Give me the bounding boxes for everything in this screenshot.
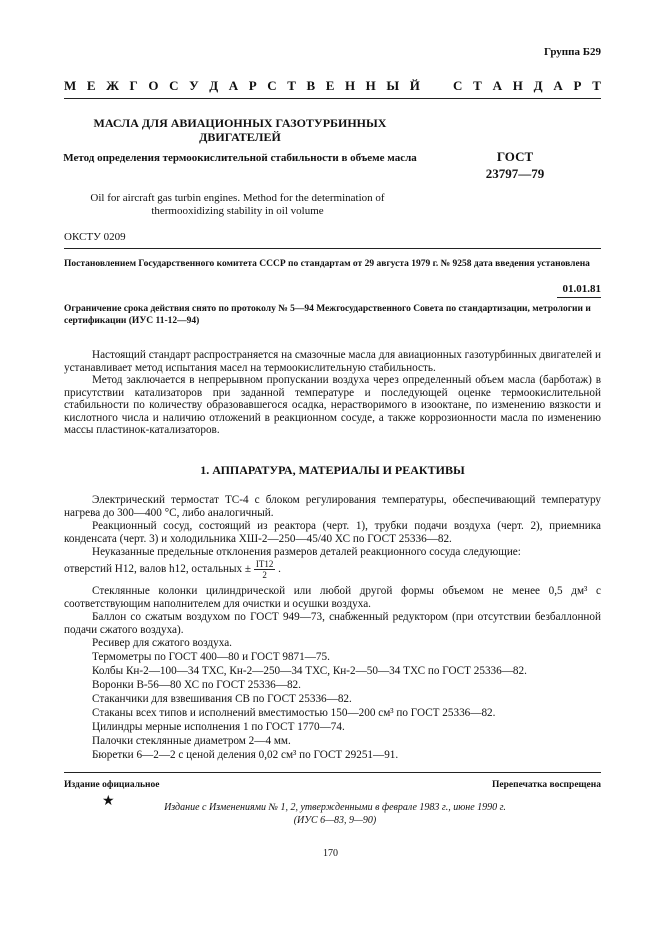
item-beakers: Стаканы всех типов и исполнений вместимостью 150—200 см³ по ГОСТ 25336—82. [92, 707, 496, 719]
item-weighing: Стаканчики для взвешивания СВ по ГОСТ 25336—82. [92, 693, 352, 705]
header-letter: Р [248, 78, 257, 93]
gost-label: ГОСТ [496, 149, 534, 164]
header-rule [64, 98, 601, 99]
header-letter: Ы [386, 78, 400, 93]
method-subtitle: Метод определения термоокислительной стабильности в объеме масла [63, 152, 417, 164]
item-receiver: Ресивер для сжатого воздуха. [92, 637, 232, 649]
item-rods: Палочки стеклянные диаметром 2—4 мм. [92, 735, 291, 747]
header-letter: Й [409, 78, 420, 93]
standard-header [64, 78, 601, 94]
edition-text: Издание с Изменениями № 1, 2, утвержденными в феврале 1983 г., июне 1990 г. [164, 802, 506, 813]
header-letter: Н [365, 78, 376, 93]
header-letter: Г [129, 78, 138, 93]
header-letter: У [189, 78, 199, 93]
header-letter: Е [325, 78, 335, 93]
item-cylinders: Цилиндры мерные исполнения 1 по ГОСТ 1770—74. [92, 721, 345, 733]
reprint-notice: Перепечатка воспрещена [491, 780, 601, 790]
introduction-date: 01.01.81 [562, 283, 601, 295]
item-funnels: Воронки В-56—80 ХС по ГОСТ 25336—82. [92, 679, 301, 691]
item-thermostat: Электрический термостат ТС-4 с блоком регулирования температуры, обеспечивающий температуру нагрева до 300—400 °С, либо аналогичный. [64, 494, 601, 519]
item-thermometers: Термометры по ГОСТ 400—80 и ГОСТ 9871—75. [92, 651, 330, 663]
header-letter: Т [592, 78, 601, 93]
footer-rule [64, 772, 601, 773]
okstu-rule [64, 248, 601, 249]
header-letter: Т [473, 78, 482, 93]
header-letter: С [169, 78, 179, 93]
item-flasks: Колбы Кн-2—100—34 ТХС, Кн-2—250—34 ТХС, Кн-2—50—34 ТХС по ГОСТ 25336—82. [92, 665, 527, 677]
star-icon: ★ [102, 794, 115, 809]
tolerance-text: отверстий Н12, валов h12, остальных ± [64, 563, 252, 576]
tolerance-end: . [278, 563, 281, 576]
header-letter: В [306, 78, 316, 93]
header-letter: Д [209, 78, 219, 93]
header-letter: А [228, 78, 239, 93]
header-word-1 [64, 78, 420, 94]
header-letter: Т [287, 78, 296, 93]
gost-number: 23797—79 [485, 166, 545, 181]
header-letter: Ж [106, 78, 119, 93]
official-edition: Издание официальное [64, 780, 160, 790]
item-columns: Стеклянные колонки цилиндрической или любой другой формы объемом не менее 0,5 дм³ с соответствующим наполнителем для очистки и осушки воздуха. [64, 585, 601, 610]
item-balloon: Баллон со сжатым воздухом по ГОСТ 949—73, снабженный редуктором (при отсутствии безбаллонной подачи сжатого воздуха). [64, 611, 601, 636]
header-letter: Н [344, 78, 356, 93]
intro-paragraph-1: Настоящий стандарт распространяется на смазочные масла для авиационных газотурбинных двигателей и устанавливает метод испытания масел на термоокислительную стабильность. [64, 349, 601, 374]
item-burettes: Бюретки 6—2—2 с ценой деления 0,02 см³ по ГОСТ 29251—91. [92, 749, 399, 761]
gost-designation [470, 148, 560, 182]
header-word-2 [453, 78, 601, 94]
limit-text: Ограничение срока действия снято по протоколу № 5—94 Межгосударственного Совета по стандартизации, метрологии и сертификации (ИУС 11-12—94) [64, 304, 591, 326]
tolerance-fraction [254, 559, 276, 580]
group-code: Группа Б29 [544, 46, 601, 58]
header-letter: Е [86, 78, 96, 93]
item-tolerances-formula [64, 559, 601, 580]
header-letter: А [553, 78, 563, 93]
item-tolerances: Неуказанные предельные отклонения размеров деталей реакционного сосуда следующие: [92, 546, 521, 558]
date-underline [557, 297, 601, 298]
edition-note [110, 801, 560, 827]
section-heading: 1. АППАРАТУРА, МАТЕРИАЛЫ И РЕАКТИВЫ [200, 463, 465, 477]
intro-paragraph-2: Метод заключается в непрерывном пропускании воздуха через определенный объем масла (барботаж) в присутствии катализаторов при заданной температуре и последующей оценке термоокислительной стабильности по количеству образовавшегося осадка, нерастворимого в изооктане, по изменению вязкости и кислотного числа и наличию отложений в реакционном сосуде, а также коррозионности масла по изменению массы пластинок-катализаторов. [64, 374, 601, 436]
header-letter: Д [533, 78, 543, 93]
decree-text: Постановлением Государственного комитета СССР по стандартам от 29 августа 1979 г. № 9258 дата введения установлена [64, 259, 590, 269]
fraction-denominator: 2 [262, 570, 267, 580]
header-letter: О [148, 78, 159, 93]
item-vessel: Реакционный сосуд, состоящий из реактора (черт. 1), трубки подачи воздуха (черт. 2), приемника конденсата (черт. 3) и холодильника ХШ-2—250—45/40 ХС по ГОСТ 25336—82. [64, 520, 601, 545]
page-number: 170 [323, 848, 338, 859]
header-letter: С [267, 78, 277, 93]
ius-reference: (ИУС 6—83, 9—90) [293, 815, 377, 826]
english-title: Oil for aircraft gas turbin engines. Method for the determination of thermooxidizing stability in oil volume [90, 192, 385, 217]
header-letter: Н [512, 78, 523, 93]
header-letter: С [453, 78, 463, 93]
header-letter: М [64, 78, 77, 93]
fraction-numerator: IT12 [255, 559, 274, 569]
header-letter: А [492, 78, 502, 93]
okstu-code: ОКСТУ 0209 [64, 231, 126, 243]
document-title: МАСЛА ДЛЯ АВИАЦИОННЫХ ГАЗОТУРБИННЫХ ДВИГАТЕЛЕЙ [93, 116, 387, 144]
header-letter: Р [573, 78, 582, 93]
